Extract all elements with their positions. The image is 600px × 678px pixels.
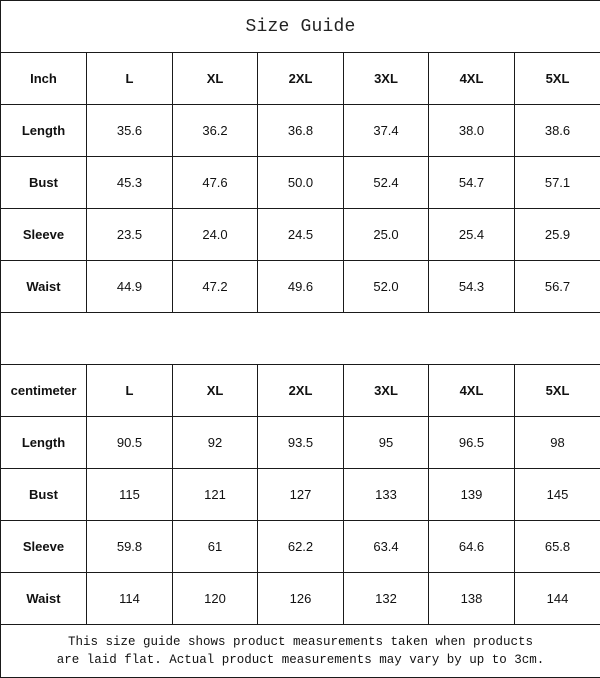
measurement-cell: 62.2 — [258, 521, 344, 573]
note-line-2: are laid flat. Actual product measurements may vary by up to 3cm. — [41, 651, 560, 669]
measurement-cell: 49.6 — [258, 261, 344, 313]
row-label: Bust — [1, 469, 87, 521]
measurement-cell: 63.4 — [344, 521, 429, 573]
measurement-cell: 25.0 — [344, 209, 429, 261]
table-row — [1, 573, 600, 625]
size-header: 2XL — [258, 53, 344, 105]
table-row — [1, 469, 600, 521]
cm-header-row — [1, 365, 600, 417]
size-header: 3XL — [344, 53, 429, 105]
spacer-row — [1, 313, 600, 365]
row-label: Sleeve — [1, 209, 87, 261]
size-header: L — [87, 365, 173, 417]
measurement-cell: 37.4 — [344, 105, 429, 157]
measurement-cell: 98 — [515, 417, 600, 469]
measurement-cell: 38.0 — [429, 105, 515, 157]
row-label: Waist — [1, 573, 87, 625]
size-header: 3XL — [344, 365, 429, 417]
measurement-cell: 25.4 — [429, 209, 515, 261]
measurement-cell: 52.4 — [344, 157, 429, 209]
measurement-cell: 61 — [173, 521, 258, 573]
measurement-cell: 120 — [173, 573, 258, 625]
table-row — [1, 417, 600, 469]
measurement-cell: 95 — [344, 417, 429, 469]
measurement-cell: 92 — [173, 417, 258, 469]
measurement-cell: 38.6 — [515, 105, 600, 157]
measurement-cell: 50.0 — [258, 157, 344, 209]
cm-unit-label: centimeter — [1, 365, 87, 417]
measurement-cell: 57.1 — [515, 157, 600, 209]
measurement-cell: 25.9 — [515, 209, 600, 261]
measurement-cell: 45.3 — [87, 157, 173, 209]
measurement-cell: 138 — [429, 573, 515, 625]
measurement-cell: 36.2 — [173, 105, 258, 157]
note-row — [1, 625, 600, 678]
measurement-cell: 52.0 — [344, 261, 429, 313]
measurement-cell: 133 — [344, 469, 429, 521]
measurement-cell: 54.7 — [429, 157, 515, 209]
size-header: XL — [173, 53, 258, 105]
size-header: 4XL — [429, 365, 515, 417]
measurement-cell: 36.8 — [258, 105, 344, 157]
inch-header-row — [1, 53, 600, 105]
inch-unit-label: Inch — [1, 53, 87, 105]
measurement-cell: 44.9 — [87, 261, 173, 313]
measurement-cell: 145 — [515, 469, 600, 521]
measurement-cell: 24.0 — [173, 209, 258, 261]
size-header: L — [87, 53, 173, 105]
note-line-1: This size guide shows product measurements taken when products — [41, 633, 560, 651]
measurement-cell: 47.6 — [173, 157, 258, 209]
table-row — [1, 521, 600, 573]
measurement-cell: 139 — [429, 469, 515, 521]
measurement-cell: 90.5 — [87, 417, 173, 469]
measurement-cell: 96.5 — [429, 417, 515, 469]
row-label: Sleeve — [1, 521, 87, 573]
measurement-cell: 93.5 — [258, 417, 344, 469]
spacer-cell — [1, 313, 600, 365]
row-label: Bust — [1, 157, 87, 209]
row-label: Length — [1, 417, 87, 469]
measurement-cell: 126 — [258, 573, 344, 625]
measurement-cell: 114 — [87, 573, 173, 625]
measurement-cell: 35.6 — [87, 105, 173, 157]
size-header: 2XL — [258, 365, 344, 417]
measurement-cell: 64.6 — [429, 521, 515, 573]
page-title: Size Guide — [1, 1, 600, 53]
measurement-cell: 56.7 — [515, 261, 600, 313]
size-header: 5XL — [515, 365, 600, 417]
row-label: Waist — [1, 261, 87, 313]
table-row — [1, 105, 600, 157]
measurement-cell: 59.8 — [87, 521, 173, 573]
table-row — [1, 261, 600, 313]
row-label: Length — [1, 105, 87, 157]
size-header: 4XL — [429, 53, 515, 105]
size-header: XL — [173, 365, 258, 417]
measurement-cell: 23.5 — [87, 209, 173, 261]
measurement-cell: 54.3 — [429, 261, 515, 313]
size-header: 5XL — [515, 53, 600, 105]
measurement-cell: 24.5 — [258, 209, 344, 261]
table-row — [1, 157, 600, 209]
table-row — [1, 209, 600, 261]
measurement-note — [1, 625, 600, 678]
measurement-cell: 127 — [258, 469, 344, 521]
measurement-cell: 121 — [173, 469, 258, 521]
measurement-cell: 47.2 — [173, 261, 258, 313]
measurement-cell: 115 — [87, 469, 173, 521]
measurement-cell: 144 — [515, 573, 600, 625]
measurement-cell: 65.8 — [515, 521, 600, 573]
measurement-cell: 132 — [344, 573, 429, 625]
